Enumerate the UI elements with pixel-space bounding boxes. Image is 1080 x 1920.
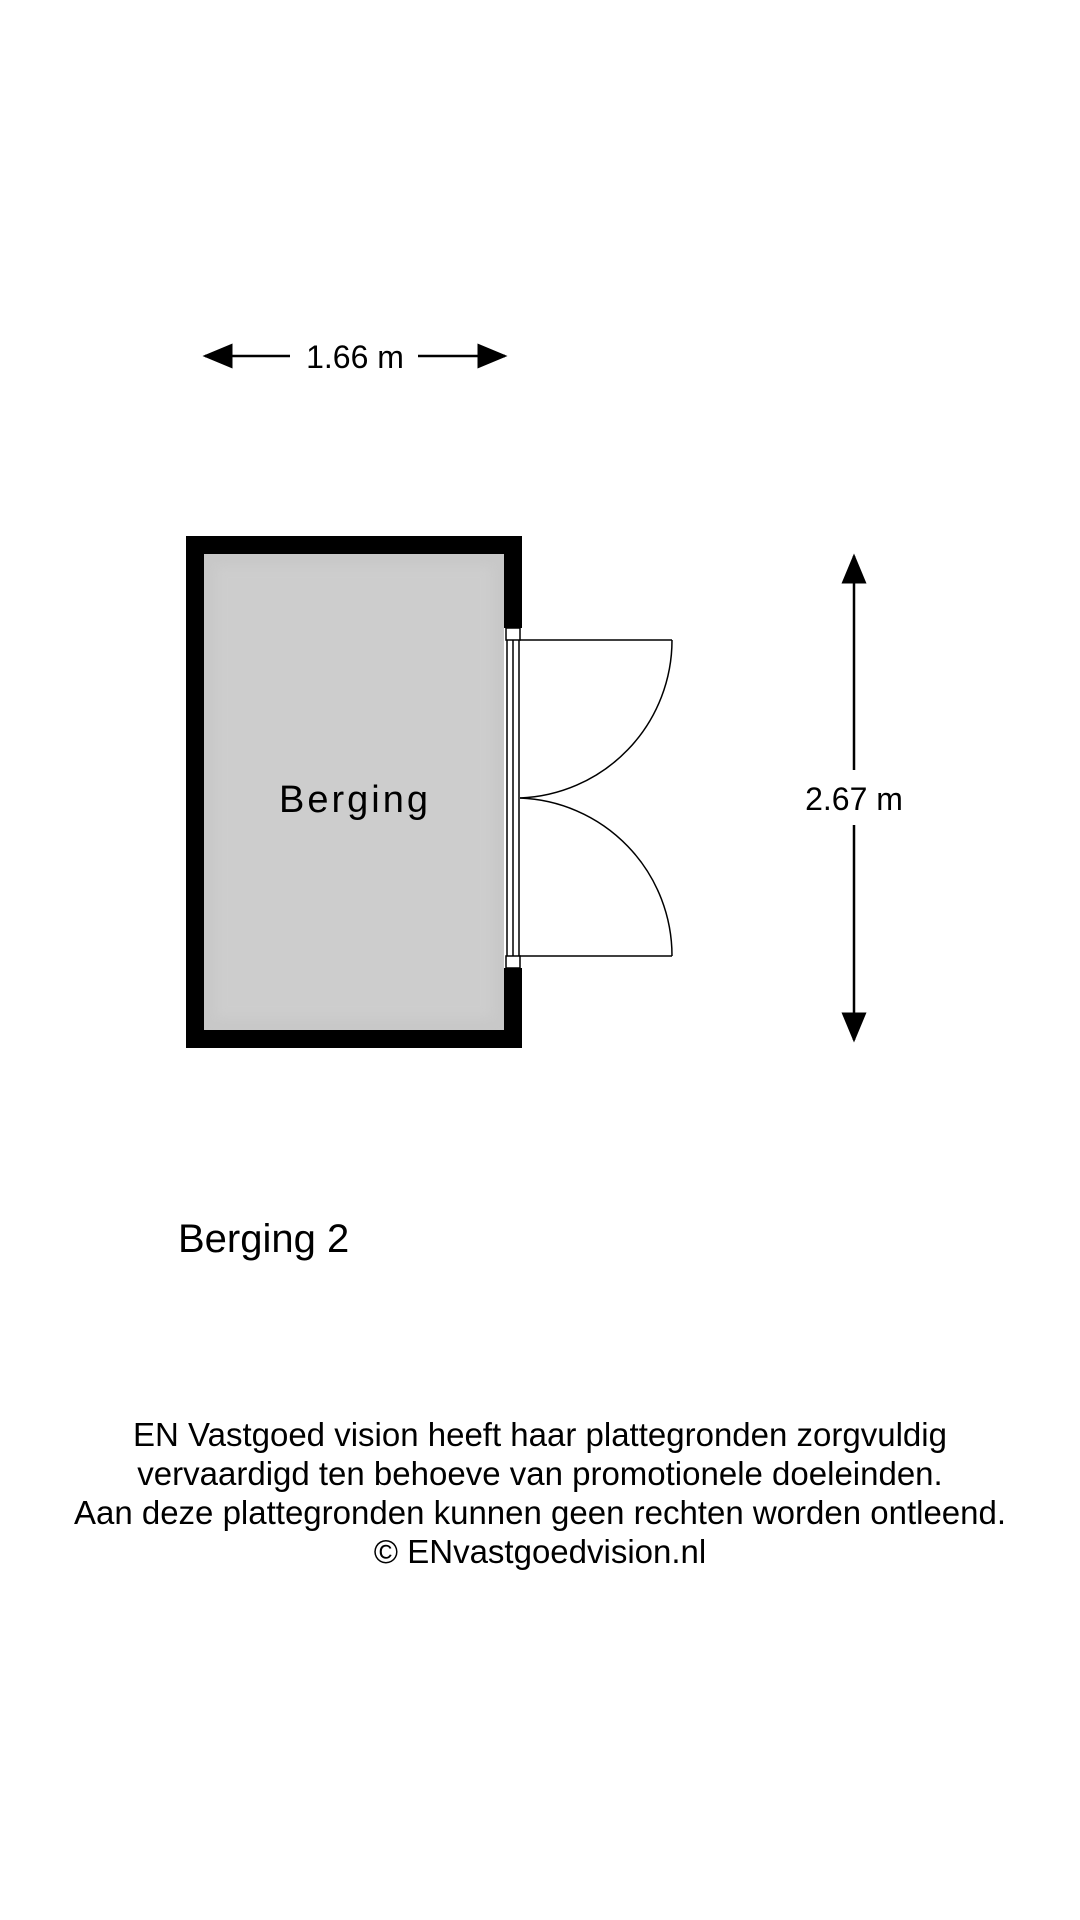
depth-dimension [805,556,903,1040]
disclaimer [0,1415,1080,1571]
door-frame-bottom [506,956,520,968]
wall-left [186,536,204,1048]
room-berging [186,536,672,1048]
disclaimer-line: Aan deze plattegronden kunnen geen rechten worden ontleend. [73,1494,1007,1531]
disclaimer-line: vervaardigd ten behoeve van promotionele doeleinden. [137,1455,943,1492]
width-dimension [205,339,505,375]
wall-right-upper [504,536,522,628]
room-label: Berging [279,779,431,821]
width-label: 1.66 m [306,339,404,375]
depth-label: 2.67 m [805,781,903,817]
double-door [506,628,672,968]
door-swing-lower [520,798,672,956]
door-swing-upper [520,640,672,798]
disclaimer-line: EN Vastgoed vision heeft haar plattegronden zorgvuldig [133,1416,947,1453]
wall-right-lower [504,968,522,1048]
door-frame-top [506,628,520,640]
floor-title: Berging 2 [178,1217,350,1261]
wall-bottom [186,1030,522,1048]
wall-top [186,536,522,554]
copyright-line: © ENvastgoedvision.nl [373,1533,707,1570]
